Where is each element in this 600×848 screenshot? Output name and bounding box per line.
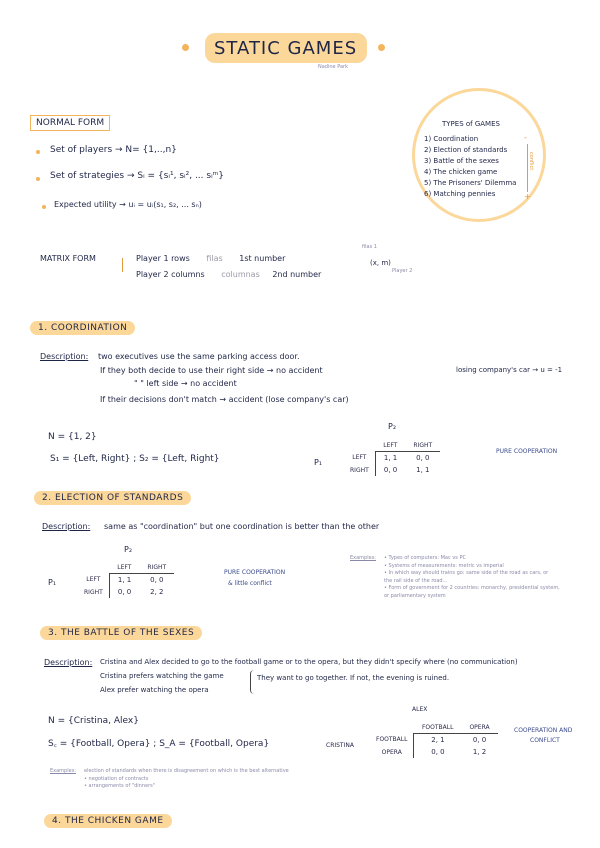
s3-tag-2: CONFLICT — [530, 737, 560, 744]
description-label: Description: — [44, 658, 93, 667]
s1-p2-label: P₂ — [388, 422, 397, 431]
description-label: Description: — [42, 522, 91, 531]
payoff-cell: 1, 1 — [383, 454, 398, 462]
s3-line-3: Alex prefer watching the opera — [100, 686, 209, 694]
matrix-row-line: Player 1 rows filas 1st number — [136, 254, 286, 263]
s1-players-set: N = {1, 2} — [48, 432, 97, 442]
payoff-cell: 0, 0 — [416, 454, 430, 462]
types-item: 2) Election of standards — [424, 146, 508, 154]
col-header: LEFT — [109, 562, 139, 574]
s3-row-player: CRISTINA — [326, 742, 354, 749]
col-header: FOOTBALL — [414, 722, 461, 734]
payoff-cell: 1, 1 — [117, 576, 132, 584]
s2-tag-1: PURE COOPERATION — [224, 569, 286, 576]
matrix-form-label: MATRIX FORM — [40, 254, 96, 263]
page-title: STATIC GAMES — [214, 38, 358, 59]
bullet-icon — [42, 205, 46, 209]
author-signature: Nadine Park — [318, 64, 349, 70]
payoff-cell: 2, 1 — [431, 736, 445, 744]
s1-tag: PURE COOPERATION — [496, 448, 558, 455]
bullet-icon — [36, 150, 40, 154]
s3-strategy-sets: S꜀ = {Football, Opera} ; S_A = {Football, Opera} — [48, 739, 270, 749]
s1-line-1: two executives use the same parking access door. — [98, 352, 300, 361]
s1-line-2: If they both decide to use their right side → no accident — [100, 366, 323, 375]
section-election-title: 2. ELECTION OF STANDARDS — [34, 491, 191, 505]
pair-note-top: filas 1 — [362, 244, 377, 250]
payoff-cell: 0, 0 — [472, 736, 487, 744]
s2-p2-label: P₂ — [124, 545, 133, 554]
s1-side-note: losing company's car → u = -1 — [456, 366, 563, 374]
types-item: 1) Coordination — [424, 135, 479, 143]
payoff-cell: 0, 0 — [431, 748, 445, 756]
row-header: LEFT — [342, 452, 375, 465]
row-header: LEFT — [76, 574, 109, 587]
s3-tag-1: COOPERATION AND — [514, 727, 573, 734]
normal-form-heading: NORMAL FORM — [30, 115, 110, 131]
payoff-cell: 1, 2 — [472, 748, 487, 756]
matrix-col-line: Player 2 columns columnas 2nd number — [136, 270, 322, 279]
col-header: RIGHT — [405, 440, 440, 452]
section-chicken-title: 4. THE CHICKEN GAME — [44, 814, 172, 828]
title-dot-right-icon — [378, 44, 385, 51]
bullet-icon — [36, 177, 40, 181]
pair-note-bottom: Player 2 — [392, 268, 413, 274]
s3-payoff-matrix — [368, 722, 498, 758]
s2-examples-label: Examples: — [350, 555, 376, 561]
minus-sign: - — [524, 133, 527, 142]
s3-col-player: ALEX — [412, 706, 428, 713]
col-header: OPERA — [461, 722, 497, 734]
s1-strategy-sets: S₁ = {Left, Right} ; S₂ = {Left, Right} — [50, 454, 220, 464]
section-coordination-title: 1. COORDINATION — [30, 321, 135, 335]
s3-line-2: Cristina prefers watching the game — [100, 672, 224, 680]
matrix-bracket — [122, 258, 123, 272]
s2-tag-2: & little conflict — [228, 580, 272, 587]
row-header: OPERA — [368, 746, 414, 758]
utility-line: Expected utility → uᵢ = uᵢ(s₁, s₂, ... sₙ) — [54, 200, 202, 209]
s2-p1-label: P₁ — [48, 578, 57, 587]
s2-line-1: same as "coordination" but one coordination is better than the other — [104, 522, 380, 531]
row-header: FOOTBALL — [368, 734, 414, 747]
payoff-cell: 0, 0 — [383, 466, 398, 474]
conflict-axis-label: conflict — [528, 152, 534, 171]
plus-sign: + — [524, 192, 531, 201]
s2-examples: • Types of computers: Mac vs PC • Systems of measurements: metric vs imperial • In which way should trains go: same side of the road as cars, or the rail side of the road... • Form of government for 2 countries: monarchy, presidential system, or parliamentary system — [384, 555, 560, 599]
col-header: RIGHT — [139, 562, 174, 574]
title-dot-left-icon — [182, 44, 189, 51]
s1-line-3: " " left side → no accident — [134, 379, 237, 388]
payoff-cell: 1, 1 — [416, 466, 430, 474]
types-item: 6) Matching pennies — [424, 190, 496, 198]
players-line: Set of players → N= {1,..,n} — [50, 145, 177, 155]
col-header: LEFT — [375, 440, 405, 452]
s3-line-1: Cristina and Alex decided to go to the football game or to the opera, but they didn't specify where (no communication) — [100, 658, 518, 666]
strategies-line: Set of strategies → Sᵢ = {sᵢ¹, sᵢ², ... sᵢᵐ} — [50, 171, 225, 181]
types-item: 5) The Prisoners' Dilemma — [424, 179, 517, 187]
s2-payoff-matrix — [76, 562, 174, 598]
row-header: RIGHT — [76, 586, 109, 598]
s3-examples-label: Examples: — [50, 768, 76, 774]
types-list — [424, 134, 516, 200]
types-item: 3) Battle of the sexes — [424, 157, 499, 165]
types-item: 4) The chicken game — [424, 168, 498, 176]
s3-brace-note: They want to go together. If not, the evening is ruined. — [257, 674, 450, 682]
s1-p1-label: P₁ — [314, 458, 323, 467]
pair-notation: (x, m) — [370, 259, 391, 267]
payoff-cell: 0, 0 — [117, 588, 132, 596]
brace — [250, 670, 255, 694]
payoff-cell: 2, 2 — [150, 588, 164, 596]
s1-payoff-matrix — [342, 440, 440, 476]
description-label: Description: — [40, 352, 89, 361]
s1-line-4: If their decisions don't match → accident (lose company's car) — [100, 395, 349, 404]
types-title: TYPES of GAMES — [442, 120, 500, 128]
row-header: RIGHT — [342, 464, 375, 476]
s3-players-set: N = {Cristina, Alex} — [48, 716, 139, 726]
payoff-cell: 0, 0 — [150, 576, 164, 584]
section-battle-title: 3. THE BATTLE OF THE SEXES — [40, 626, 202, 640]
s3-examples: election of standards when there is disagreement on which is the best alternative • negotiation of contracts • arrangements of "dinners" — [84, 768, 289, 789]
